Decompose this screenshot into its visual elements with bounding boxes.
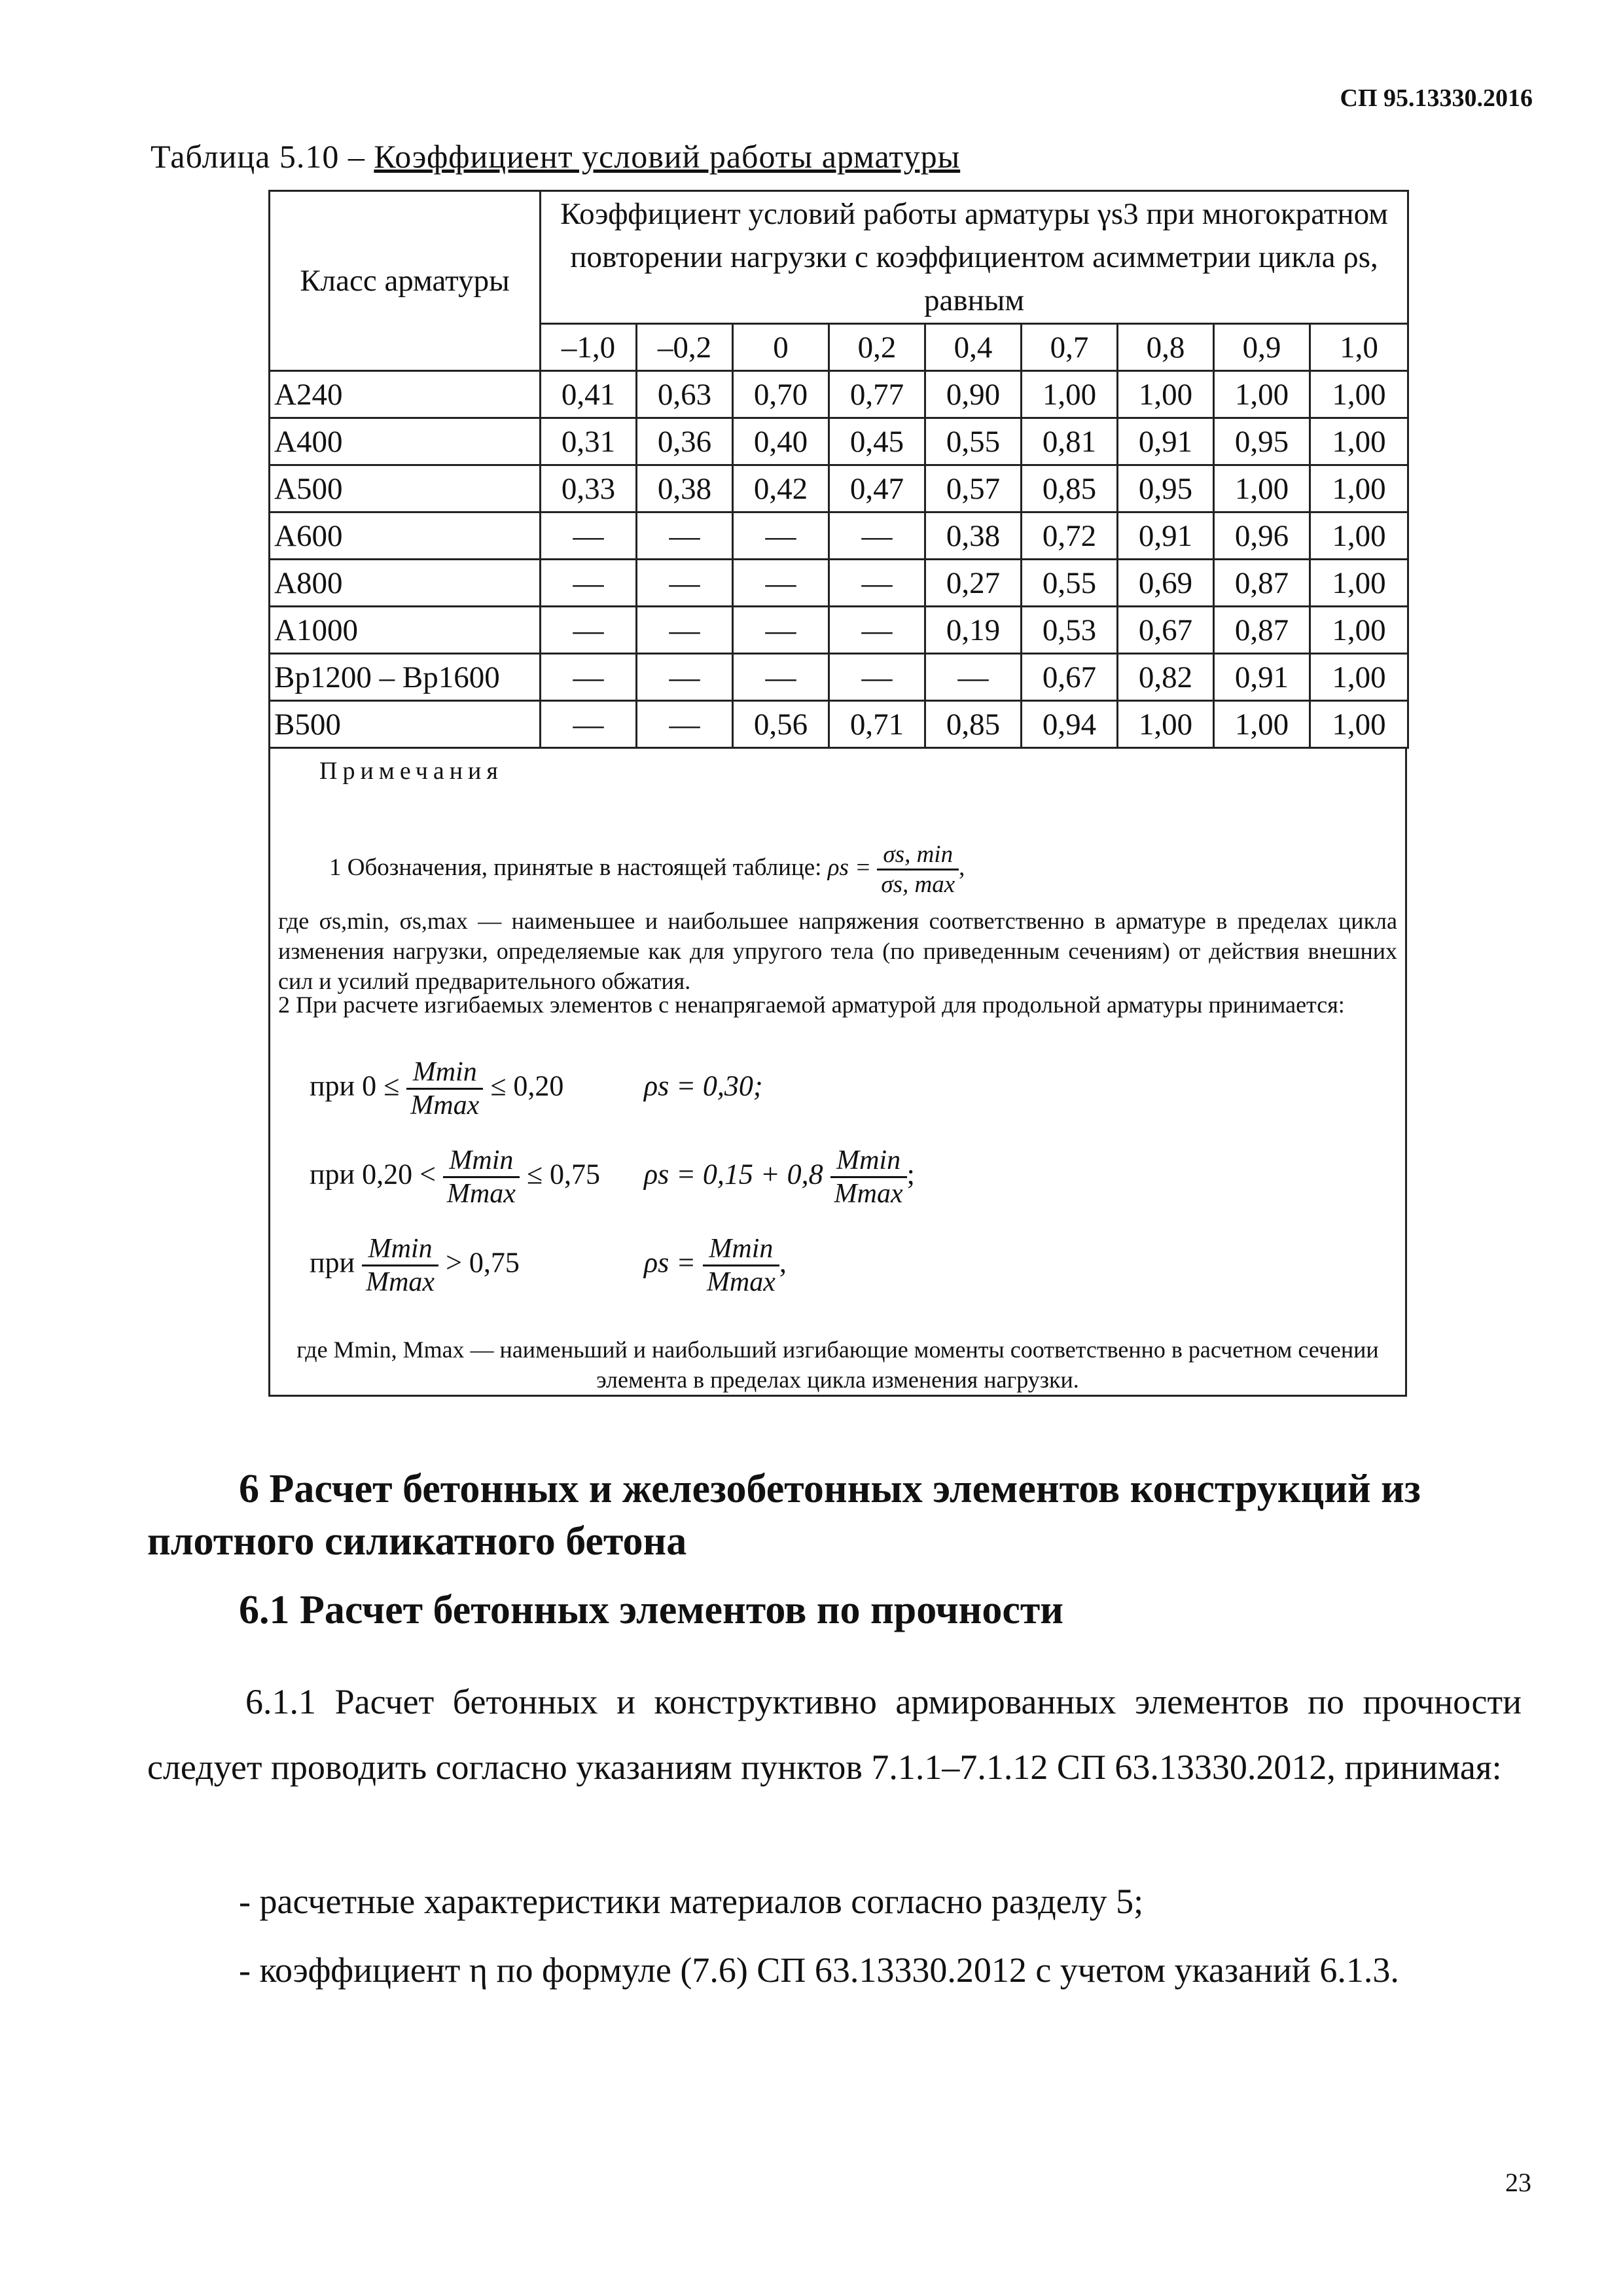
m-min: Mmin [830, 1145, 907, 1178]
note-1-where: где σs,min, σs,max — наименьшее и наибольшее напряжения соответственно в арматуре в пределах цикла изменения нагрузки, определяемые как для упругого тела (по приведенным сечениям) от действия внешних сил и усилий предварительного обжатия. [278, 908, 1397, 994]
rho-value-header: –1,0 [541, 324, 637, 371]
coefficient-cell: — [733, 654, 829, 701]
table-row [270, 371, 1408, 418]
table-body [270, 371, 1408, 748]
rebar-class-cell: А800 [270, 560, 541, 607]
paragraph-6-1-1: 6.1.1 Расчет бетонных и конструктивно армированных элементов по прочности следует проводить согласно указаниям пунктов 7.1.1–7.1.12 СП 63.13330.2012, принимая: [147, 1682, 1522, 1787]
coefficient-cell: 0,42 [733, 465, 829, 512]
coefficient-table [268, 190, 1409, 749]
coefficient-cell: 0,94 [1022, 701, 1118, 748]
table-caption-title: Коэффициент условий работы арматуры [374, 138, 961, 175]
coefficient-table-block [268, 190, 1407, 1397]
coefficient-cell: 1,00 [1310, 701, 1408, 748]
coefficient-cell: — [829, 607, 925, 654]
coefficient-cell: — [637, 512, 733, 560]
note-1-text: 1 Обозначения, принятые в настоящей таблице: [329, 853, 828, 881]
coefficient-cell: 0,67 [1118, 607, 1214, 654]
coefficient-cell: 0,40 [733, 418, 829, 465]
coefficient-cell: 0,91 [1118, 418, 1214, 465]
note-1-comma: , [959, 853, 965, 881]
rebar-class-cell: А500 [270, 465, 541, 512]
m-max: Mmax [410, 1090, 480, 1121]
coefficient-cell: 1,00 [1214, 701, 1310, 748]
coefficient-cell: 0,77 [829, 371, 925, 418]
rho-value-header: 1,0 [1310, 324, 1408, 371]
rebar-class-cell: В500 [270, 701, 541, 748]
coefficient-cell: — [733, 560, 829, 607]
coefficient-cell: 0,91 [1118, 512, 1214, 560]
coefficient-cell: 0,70 [733, 371, 829, 418]
coefficient-cell: — [541, 701, 637, 748]
formula-1-condition-pre: при 0 ≤ [310, 1069, 400, 1102]
coefficient-cell: 0,85 [925, 701, 1022, 748]
coefficient-cell: — [925, 654, 1022, 701]
document-code: СП 95.13330.2016 [1340, 84, 1533, 112]
formula-2-condition-pre: при 0,20 < [310, 1158, 436, 1191]
coefficient-cell: 0,41 [541, 371, 637, 418]
class-column-header: Класс арматуры [270, 191, 541, 371]
coefficient-cell: 0,19 [925, 607, 1022, 654]
table-caption-prefix: Таблица 5.10 – [151, 138, 374, 175]
coefficient-cell: 1,00 [1310, 512, 1408, 560]
coefficient-cell: 0,55 [1022, 560, 1118, 607]
coefficient-cell: — [541, 654, 637, 701]
sigma-min: σs, min [877, 840, 959, 870]
moment-ratio-fraction [703, 1233, 779, 1298]
coefficient-cell: 1,00 [1118, 701, 1214, 748]
table-row [270, 607, 1408, 654]
coefficient-cell: 0,72 [1022, 512, 1118, 560]
moment-ratio-fraction [830, 1145, 907, 1210]
formula-3-rho: ρs = [644, 1246, 696, 1279]
coefficient-cell: 1,00 [1118, 371, 1214, 418]
formula-2-semicolon: ; [906, 1158, 915, 1191]
table-row [270, 418, 1408, 465]
m-min: Mmin [443, 1145, 520, 1178]
coefficient-cell: 1,00 [1310, 371, 1408, 418]
formula-3-condition-pre: при [310, 1246, 355, 1279]
coefficient-group-header: Коэффициент условий работы арматуры γs3 при многократном повторении нагрузки с коэффициентом асимметрии цикла ρs, равным [541, 191, 1408, 324]
moment-ratio-fraction [362, 1233, 438, 1298]
coefficient-cell: — [829, 512, 925, 560]
rebar-class-cell: Вр1200 – Вр1600 [270, 654, 541, 701]
coefficient-cell: 0,63 [637, 371, 733, 418]
coefficient-cell: 0,38 [925, 512, 1022, 560]
table-row [270, 654, 1408, 701]
coefficient-cell: — [637, 560, 733, 607]
coefficient-cell: — [541, 512, 637, 560]
coefficient-cell: 1,00 [1214, 465, 1310, 512]
coefficient-cell: 0,85 [1022, 465, 1118, 512]
coefficient-cell: 0,56 [733, 701, 829, 748]
m-max: Mmax [446, 1179, 516, 1209]
formula-1-rho: ρs = 0,30; [644, 1069, 763, 1102]
coefficient-cell: 0,55 [925, 418, 1022, 465]
note-2-where: где Mmin, Mmax — наименьший и наибольший изгибающие моменты соответственно в расчетном сечении элемента в пределах цикла изменения нагрузки. [296, 1336, 1379, 1393]
coefficient-cell: 1,00 [1310, 418, 1408, 465]
bullet-eta: - коэффициент η по формуле (7.6) СП 63.13330.2012 с учетом указаний 6.1.3. [239, 1950, 1399, 1990]
rho-value-header: 0,9 [1214, 324, 1310, 371]
coefficient-cell: 0,31 [541, 418, 637, 465]
coefficient-cell: — [637, 607, 733, 654]
coefficient-cell: 0,57 [925, 465, 1022, 512]
rebar-class-cell: А400 [270, 418, 541, 465]
rho-value-header: 0,4 [925, 324, 1022, 371]
coefficient-cell: 1,00 [1310, 607, 1408, 654]
coefficient-cell: 0,90 [925, 371, 1022, 418]
coefficient-cell: 0,69 [1118, 560, 1214, 607]
coefficient-cell: — [829, 560, 925, 607]
formula-2-condition-post: ≤ 0,75 [526, 1158, 601, 1191]
m-max: Mmax [366, 1267, 435, 1297]
formula-2 [310, 1145, 915, 1210]
table-row [270, 560, 1408, 607]
coefficient-cell: 0,53 [1022, 607, 1118, 654]
table-row [270, 512, 1408, 560]
coefficient-cell: 0,45 [829, 418, 925, 465]
formula-3-comma: , [779, 1246, 787, 1279]
section-6-heading: 6 Расчет бетонных и железобетонных элементов конструкций из плотного силикатного бетона [147, 1467, 1421, 1564]
coefficient-cell: — [637, 701, 733, 748]
sigma-max: σs, max [881, 871, 955, 898]
rho-s-symbol: ρs = [827, 853, 872, 881]
m-max: Mmax [706, 1267, 776, 1297]
rebar-class-cell: А240 [270, 371, 541, 418]
coefficient-cell: 0,87 [1214, 560, 1310, 607]
coefficient-cell: 0,81 [1022, 418, 1118, 465]
rho-value-header: 0,2 [829, 324, 925, 371]
rho-value-header: 0 [733, 324, 829, 371]
moment-ratio-fraction [406, 1056, 483, 1121]
coefficient-cell: 0,96 [1214, 512, 1310, 560]
table-notes [268, 749, 1407, 1397]
coefficient-cell: 0,33 [541, 465, 637, 512]
m-min: Mmin [362, 1233, 438, 1266]
coefficient-cell: 1,00 [1310, 465, 1408, 512]
coefficient-cell: 1,00 [1214, 371, 1310, 418]
coefficient-cell: 0,71 [829, 701, 925, 748]
table-caption [151, 137, 960, 175]
coefficient-cell: 0,87 [1214, 607, 1310, 654]
m-min: Mmin [703, 1233, 779, 1266]
coefficient-cell: 0,91 [1214, 654, 1310, 701]
table-row [270, 465, 1408, 512]
formula-3 [310, 1233, 787, 1298]
coefficient-cell: 0,95 [1118, 465, 1214, 512]
formula-1 [310, 1056, 763, 1121]
coefficient-cell: — [829, 654, 925, 701]
m-min: Mmin [406, 1056, 483, 1090]
formula-2-rho: ρs = 0,15 + 0,8 [644, 1158, 823, 1191]
coefficient-cell: 0,27 [925, 560, 1022, 607]
note-1 [329, 840, 965, 899]
table-row [270, 701, 1408, 748]
coefficient-cell: 1,00 [1310, 654, 1408, 701]
coefficient-cell: 0,67 [1022, 654, 1118, 701]
page-number: 23 [1505, 2168, 1531, 2197]
rho-value-header: 0,7 [1022, 324, 1118, 371]
sigma-ratio-fraction [877, 840, 959, 899]
rho-value-header: –0,2 [637, 324, 733, 371]
coefficient-cell: 0,36 [637, 418, 733, 465]
coefficient-cell: — [733, 512, 829, 560]
m-max: Mmax [834, 1179, 903, 1209]
coefficient-cell: — [541, 607, 637, 654]
coefficient-cell: 0,82 [1118, 654, 1214, 701]
note-2: 2 При расчете изгибаемых элементов с ненапрягаемой арматурой для продольной арматуры принимается: [278, 992, 1345, 1018]
coefficient-cell: 1,00 [1022, 371, 1118, 418]
coefficient-cell: — [733, 607, 829, 654]
formula-3-condition-post: > 0,75 [446, 1246, 520, 1279]
coefficient-cell: — [541, 560, 637, 607]
coefficient-cell: 0,38 [637, 465, 733, 512]
rho-value-header: 0,8 [1118, 324, 1214, 371]
coefficient-cell: 0,95 [1214, 418, 1310, 465]
moment-ratio-fraction [443, 1145, 520, 1210]
formula-1-condition-post: ≤ 0,20 [490, 1069, 564, 1102]
bullet-materials: - расчетные характеристики материалов согласно разделу 5; [239, 1882, 1144, 1921]
coefficient-cell: 1,00 [1310, 560, 1408, 607]
notes-title: Примечания [319, 757, 503, 785]
rebar-class-cell: А600 [270, 512, 541, 560]
rebar-class-cell: А1000 [270, 607, 541, 654]
coefficient-cell: — [637, 654, 733, 701]
coefficient-cell: 0,47 [829, 465, 925, 512]
subsection-6-1-heading: 6.1 Расчет бетонных элементов по прочности [239, 1588, 1064, 1632]
